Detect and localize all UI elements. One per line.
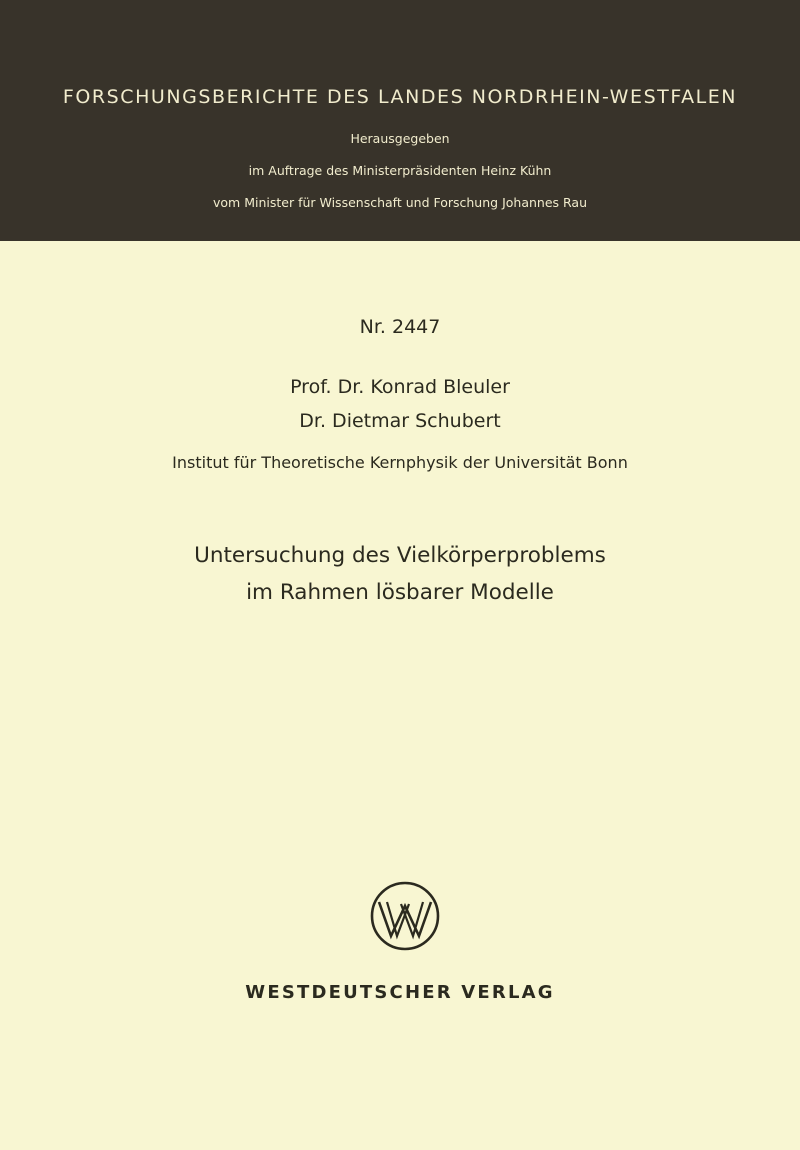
series-title: FORSCHUNGSBERICHTE DES LANDES NORDRHEIN-WESTFALEN <box>62 86 738 108</box>
wv-logo-icon <box>369 880 441 952</box>
header-line-commission: im Auftrage des Ministerpräsidenten Heinz Kühn <box>248 163 552 178</box>
header-band <box>0 0 800 241</box>
header-line-published: Herausgegeben <box>350 131 450 146</box>
title-line-1: Untersuchung des Vielkörperproblems <box>194 543 606 568</box>
report-number: Nr. 2447 <box>359 316 441 338</box>
title-line-2: im Rahmen lösbarer Modelle <box>246 580 554 605</box>
author-secondary: Dr. Dietmar Schubert <box>299 410 501 432</box>
author-primary: Prof. Dr. Konrad Bleuler <box>290 376 510 398</box>
header-line-minister: vom Minister für Wissenschaft und Forschung Johannes Rau <box>213 195 587 210</box>
institute: Institut für Theoretische Kernphysik der Universität Bonn <box>172 453 628 472</box>
publisher-name: WESTDEUTSCHER VERLAG <box>245 982 555 1003</box>
